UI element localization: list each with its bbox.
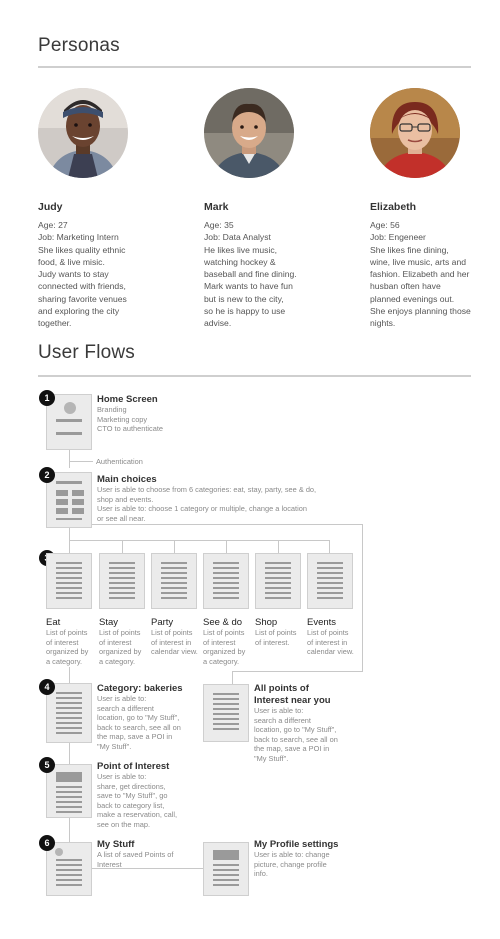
persona-name: Elizabeth — [370, 201, 417, 213]
flow-step-description: A list of saved Points of Interest — [97, 850, 174, 869]
connector-line — [69, 524, 363, 525]
category-shop-title: Shop — [255, 617, 278, 628]
category-see-do-title: See & do — [203, 617, 243, 628]
flow-step-description: User is able to choose from 6 categories: eat, stay, party, see & do, shop and events. User is able to: choose 1 category or multiple, change a location or see all near. — [97, 485, 317, 523]
connector-line — [69, 742, 70, 765]
connector-line — [69, 667, 70, 683]
flow-step-description: User is able to: share, get directions, save to "My Stuff", go back to category list, make a reservation, call, see on the map. — [97, 772, 178, 829]
category-party-title: Party — [151, 617, 174, 628]
personas-divider — [38, 66, 471, 68]
category-see-do-description: List of points of interest organized by a category. — [203, 628, 246, 666]
category-eat-title: Eat — [46, 617, 61, 628]
persona-mark — [204, 88, 324, 329]
connector-line — [232, 671, 233, 684]
category-events-title: Events — [307, 617, 337, 628]
userflows-heading: User Flows — [38, 342, 136, 363]
profile-settings-title: My Profile settings — [254, 839, 339, 850]
connector-line — [69, 817, 70, 843]
category-events-description: List of points of interest in calendar view. — [307, 628, 354, 657]
persona-judy — [38, 88, 158, 329]
my-stuff-wireframe — [46, 842, 92, 896]
flow-step-title: Home Screen — [97, 394, 158, 405]
connector-line — [278, 540, 279, 553]
connector-line — [232, 671, 363, 672]
flow-step-title: Main choices — [97, 474, 157, 485]
category-stay-description: List of points of interest organized by a category. — [99, 628, 142, 666]
persona-description: Age: 56 Job: Engeneer She likes fine dining, wine, live music, arts and fashion. Elizabeth and her husban often have planned evenings out. She enjoys planning those nights. — [370, 220, 471, 329]
persona-name: Mark — [204, 201, 229, 213]
connector-line — [174, 540, 175, 553]
connector-line — [69, 461, 93, 462]
connector-line — [226, 540, 227, 553]
point-of-interest-wireframe — [46, 764, 92, 818]
connector-line — [362, 524, 363, 672]
step-badge: 6 — [39, 835, 55, 851]
persona-elizabeth — [370, 88, 490, 329]
connector-line — [69, 540, 330, 541]
userflows-divider — [38, 375, 471, 377]
category-shop-wireframe — [255, 553, 301, 609]
category-party-wireframe — [151, 553, 197, 609]
flow-step-title: My Stuff — [97, 839, 135, 850]
connector-line — [122, 540, 123, 553]
flow-step-title: Point of Interest — [97, 761, 170, 772]
persona-description: Age: 27 Job: Marketing Intern She likes quality ethnic food, & live misic. Judy wants to stay connected with friends, sharing favorite venues and exploring the city together. — [38, 220, 127, 329]
all-points-wireframe — [203, 684, 249, 742]
category-events-wireframe — [307, 553, 353, 609]
category-eat-description: List of points of interest organized by a category. — [46, 628, 89, 666]
connector-line — [329, 540, 330, 553]
profile-settings-description: User is able to: change picture, change profile info. — [254, 850, 330, 879]
step-badge: 1 — [39, 390, 55, 406]
connector-line — [69, 450, 70, 468]
flow-step-title: Category: bakeries — [97, 683, 183, 694]
category-party-description: List of points of interest in calendar view. — [151, 628, 198, 657]
category-see-do-wireframe — [203, 553, 249, 609]
step-badge: 2 — [39, 467, 55, 483]
personas-heading: Personas — [38, 35, 120, 56]
flow-step-description: Branding Marketing copy CTO to authenticate — [97, 405, 164, 434]
step-badge: 5 — [39, 757, 55, 773]
profile-settings-wireframe — [203, 842, 249, 896]
all-points-description: User is able to: search a different location, go to "My Stuff", back to search, see all on the map, save a POI in "My Stuff". — [254, 706, 338, 763]
category-eat-wireframe — [46, 553, 92, 609]
category-stay-title: Stay — [99, 617, 119, 628]
category-shop-description: List of points of interest. — [255, 628, 297, 647]
persona-name: Judy — [38, 201, 63, 213]
step-badge: 4 — [39, 679, 55, 695]
category-stay-wireframe — [99, 553, 145, 609]
flow-step-description: User is able to: search a different location, go to "My Stuff", back to search, see all on the map, save a POI in "My Stuff". — [97, 694, 181, 751]
authentication-label: Authentication — [96, 457, 143, 466]
judy-avatar — [38, 88, 128, 178]
mark-avatar — [204, 88, 294, 178]
persona-description: Age: 35 Job: Data Analyst He likes live music, watching hockey & baseball and fine dining. Mark wants to have fun but is new to the city, so he is happy to use advise. — [204, 220, 297, 329]
all-points-title: All points of Interest near you — [254, 683, 331, 706]
elizabeth-avatar — [370, 88, 460, 178]
